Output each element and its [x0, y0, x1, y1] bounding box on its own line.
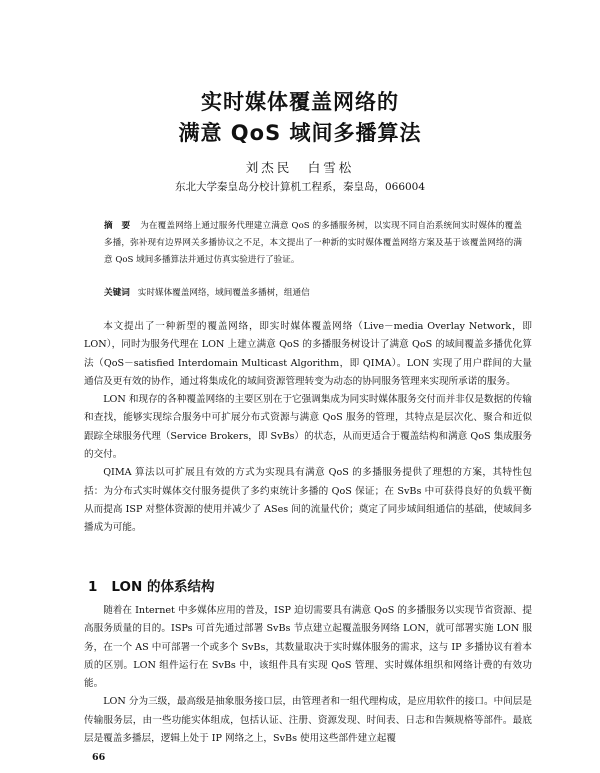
paragraph: 随着在 Internet 中多媒体应用的普及，ISP 迫切需要具有满意 QoS 的多播服务以实现节省资源、提高服务质量的目的。ISPs 可首先通过部署 SvBs 节点建立起覆盖服务网络 LON，就可部署实施 LON 服务，在一个 AS 中可部署一个或多个 SvBs，其数量取决于实时媒体服务的需求，这与 IP 多播协议有着本质的区别。LON 组件运行在 SvBs 中，该组件具有实现 QoS 管理、实时媒体组织和网络计费的有效功能。 — [84, 605, 532, 690]
section-title: LON 的体系结构 — [111, 579, 215, 595]
affiliation: 东北大学秦皇岛分校计算机工程系，秦皇岛，066004 — [174, 181, 426, 193]
keywords-label: 关键词 — [104, 288, 130, 298]
abstract — [104, 218, 522, 269]
section-heading — [88, 575, 215, 595]
section-body — [84, 602, 532, 748]
title-line-2: 满意 QoS 域间多播算法 — [178, 121, 422, 145]
section-number: 1 — [88, 579, 98, 595]
paragraph: LON 分为三级，最高级是抽象服务接口层，由管理者和一组代理构成，是应用软件的接口。中间层是传输服务层，由一些功能实体组成，包括认证、注册、资源发现、时间表、日志和告频规格等部件。最底层是覆盖多播层，逻辑上处于 IP 网络之上，SvBs 使用这些部件建立起覆 — [84, 696, 532, 745]
keywords — [104, 286, 534, 298]
page-number: 66 — [92, 752, 106, 763]
paragraph: QIMA 算法以可扩展且有效的方式为实现具有满意 QoS 的多播服务提供了理想的方案，其特性包括：为分布式实时媒体交付服务提供了多约束统计多播的 QoS 保证；在 SvBs 中可获得良好的负载平衡从而提高 ISP 对整体资源的使用并减少了 ASes 间的流量代价；奠定了同步域间组通信的基础，使域间多播成为可能。 — [84, 467, 532, 534]
paragraph: 本文提出了一种新型的覆盖网络，即实时媒体覆盖网络（Live－media Overlay Network，即 LON），同时为服务代理在 LON 上建立满意 QoS 的多播服务树设计了满意 QoS 的域间覆盖多播优化算法（QoS－satisfied Interdomain Multicast Algorithm，即 QIMA）。LON 实现了用户群间的大量通信及更有效的协作，通过将集成化的域间资源管理转变为动态的协同服务管理来实现所承诺的服务。 — [84, 321, 532, 387]
authors: 刘杰民 白雪松 — [245, 160, 355, 175]
keywords-text: 实时媒体覆盖网络，域间覆盖多播树，组通信 — [137, 288, 310, 298]
abstract-text: 为在覆盖网络上通过服务代理建立满意 QoS 的多播服务树，以实现不同自治系统间实时媒体的覆盖多播，弥补现有边界网关多播协议之不足，本文提出了一种新的实时媒体覆盖网络方案及基于该覆盖网络的满意 QoS 域间多播算法并通过仿真实验进行了验证。 — [104, 221, 522, 265]
intro-body — [84, 318, 532, 538]
paragraph: LON 和现存的各种覆盖网络的主要区别在于它强调集成为同实时媒体服务交付而并非仅是数据的传输和查找，能够实现综合服务中可扩展分布式资源与满意 QoS 服务的管理，其特点是层次化、聚合和近似跟踪全球服务代理（Service Brokers，即 SvBs）的状态，从而更适合于覆盖结构和满意 QoS 集成服务的交付。 — [84, 394, 532, 461]
abstract-label: 摘 要 — [104, 221, 131, 231]
title-line-1: 实时媒体覆盖网络的 — [201, 90, 399, 114]
